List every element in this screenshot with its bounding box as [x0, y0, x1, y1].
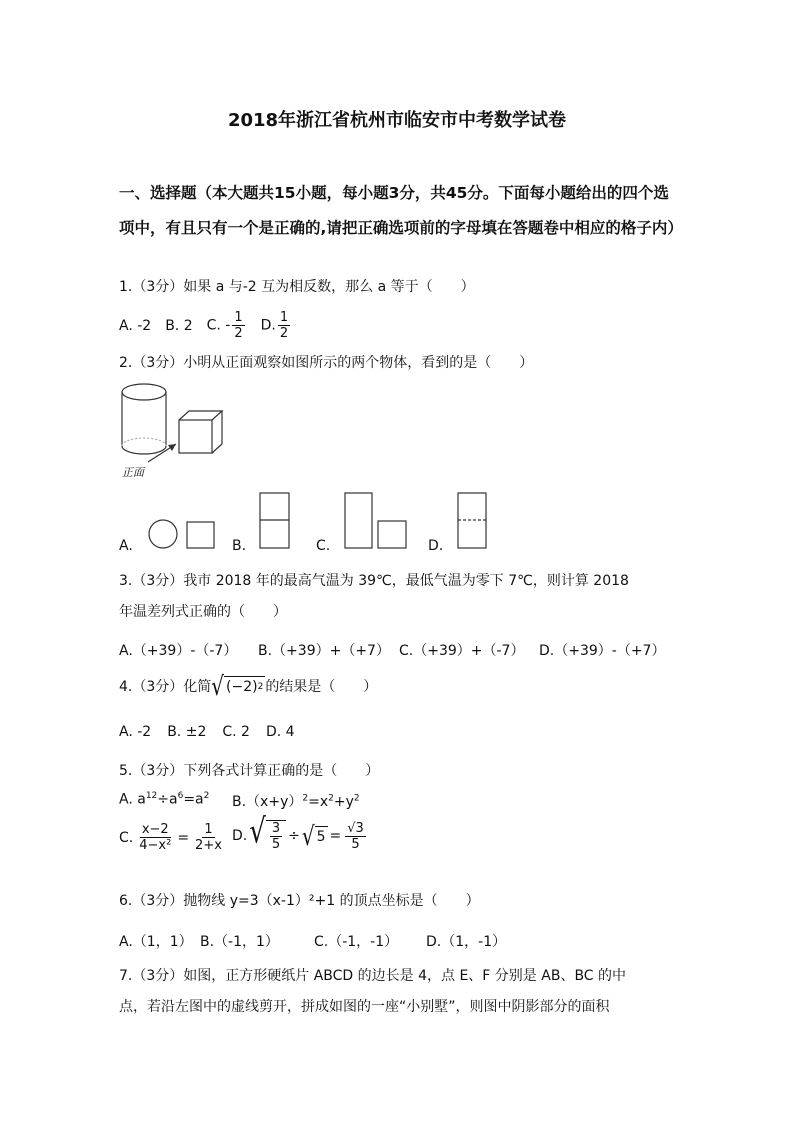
- option-c-figure: [343, 491, 409, 551]
- option-a: A. -2: [119, 317, 152, 334]
- option-b: B.（-1，1）: [200, 934, 279, 950]
- option-d: D.（1，-1）: [426, 934, 507, 950]
- square-root: √ $\frac{3}{5}$: [249, 820, 286, 852]
- option-b: B. ±2: [167, 724, 207, 740]
- option-c: C.: [316, 538, 331, 554]
- option-c: C. - $\frac{1}{2}$: [206, 310, 243, 341]
- front-label: 正面: [122, 466, 144, 479]
- option-a-figure: [145, 517, 217, 551]
- option-b-figure: [258, 491, 292, 551]
- question-1-options: [119, 310, 292, 341]
- fraction: $\frac{√3}{5}$: [347, 820, 364, 852]
- square-root: √ (−2) 2: [211, 670, 264, 702]
- option-c: C.（-1，-1）: [314, 934, 399, 950]
- fraction: $\frac{1}{2+x}$: [195, 822, 222, 853]
- option-c: C. $\frac{x-2}{\text{4−x²}}$ = $\frac{1}{2+x}$: [119, 822, 222, 853]
- fraction: $\frac{1}{2}$: [279, 310, 289, 341]
- option-a: A.（1，1）: [119, 934, 193, 950]
- question-4-stem: 4.（3分）化简 √ (−2) 2 的结果是（ ）: [119, 670, 378, 702]
- option-d: D. √ $\frac{3}{5}$ ÷ √ 5 = $\frac{√3}{5}$: [232, 812, 364, 852]
- question-2-stem: 2.（3分）小明从正面观察如图所示的两个物体，看到的是（ ）: [119, 355, 534, 371]
- option-a: A.: [119, 538, 133, 554]
- page-title: 2018年浙江省杭州市临安市中考数学试卷: [227, 110, 567, 131]
- fraction: $\frac{1}{2}$: [234, 310, 243, 341]
- square-root: √ 5: [301, 820, 326, 852]
- option-d: D. $\frac{1}{2}$: [260, 310, 289, 341]
- question-7-stem-line1: 7.（3分）如图，正方形硬纸片 ABCD 的边长是 4，点 E、F 分别是 AB、BC 的中: [119, 968, 627, 984]
- option-b: B. 2: [165, 317, 193, 334]
- option-c: C.（+39）+（-7）: [399, 643, 525, 659]
- fraction: $\frac{x-2}{\text{4−x²}}$: [139, 822, 172, 853]
- question-3-stem-line1: 3.（3分）我市 2018 年的最高气温为 39℃，最低气温为零下 7℃，则计算 2018: [119, 573, 629, 589]
- option-b: B.（+39）+（+7）: [258, 643, 390, 659]
- option-b: $B.(x+y)^2=x^2+y^2$: [232, 793, 360, 810]
- option-c: C. 2: [222, 724, 250, 740]
- option-a: A. -2: [119, 724, 152, 740]
- question-5-stem: 5.（3分）下列各式计算正确的是（ ）: [119, 763, 380, 779]
- question-1-stem: 1.（3分）如果 a 与-2 互为相反数，那么 a 等于（ ）: [119, 279, 475, 295]
- section-heading: 一、选择题（本大题共15小题，每小题3分，共45分。下面每小题给出的四个选项中，有且只有一个是正确的,请把正确选项前的字母填在答题卷中相应的格子内）: [119, 184, 683, 237]
- option-d: D. 4: [265, 724, 295, 740]
- question-3-stem-line2: 年温差列式正确的（ ）: [119, 604, 287, 620]
- option-d: D.: [428, 538, 444, 554]
- question-4-options: [119, 724, 295, 740]
- question-6-stem: 6.（3分）抛物线 y=3（x-1）²+1 的顶点坐标是（ ）: [119, 893, 480, 909]
- option-a: A.（+39）-（-7）: [119, 643, 238, 659]
- option-d: D.（+39）-（+7）: [539, 643, 666, 659]
- option-b: B.: [232, 538, 247, 554]
- option-d-figure: [456, 491, 490, 551]
- option-a: A. $a^{12}\div a^6=a^2$: [119, 791, 210, 808]
- question-7-stem-line2: 点，若沿左图中的虚线剪开，拼成如图的一座“小别墅”，则图中阴影部分的面积: [119, 999, 610, 1015]
